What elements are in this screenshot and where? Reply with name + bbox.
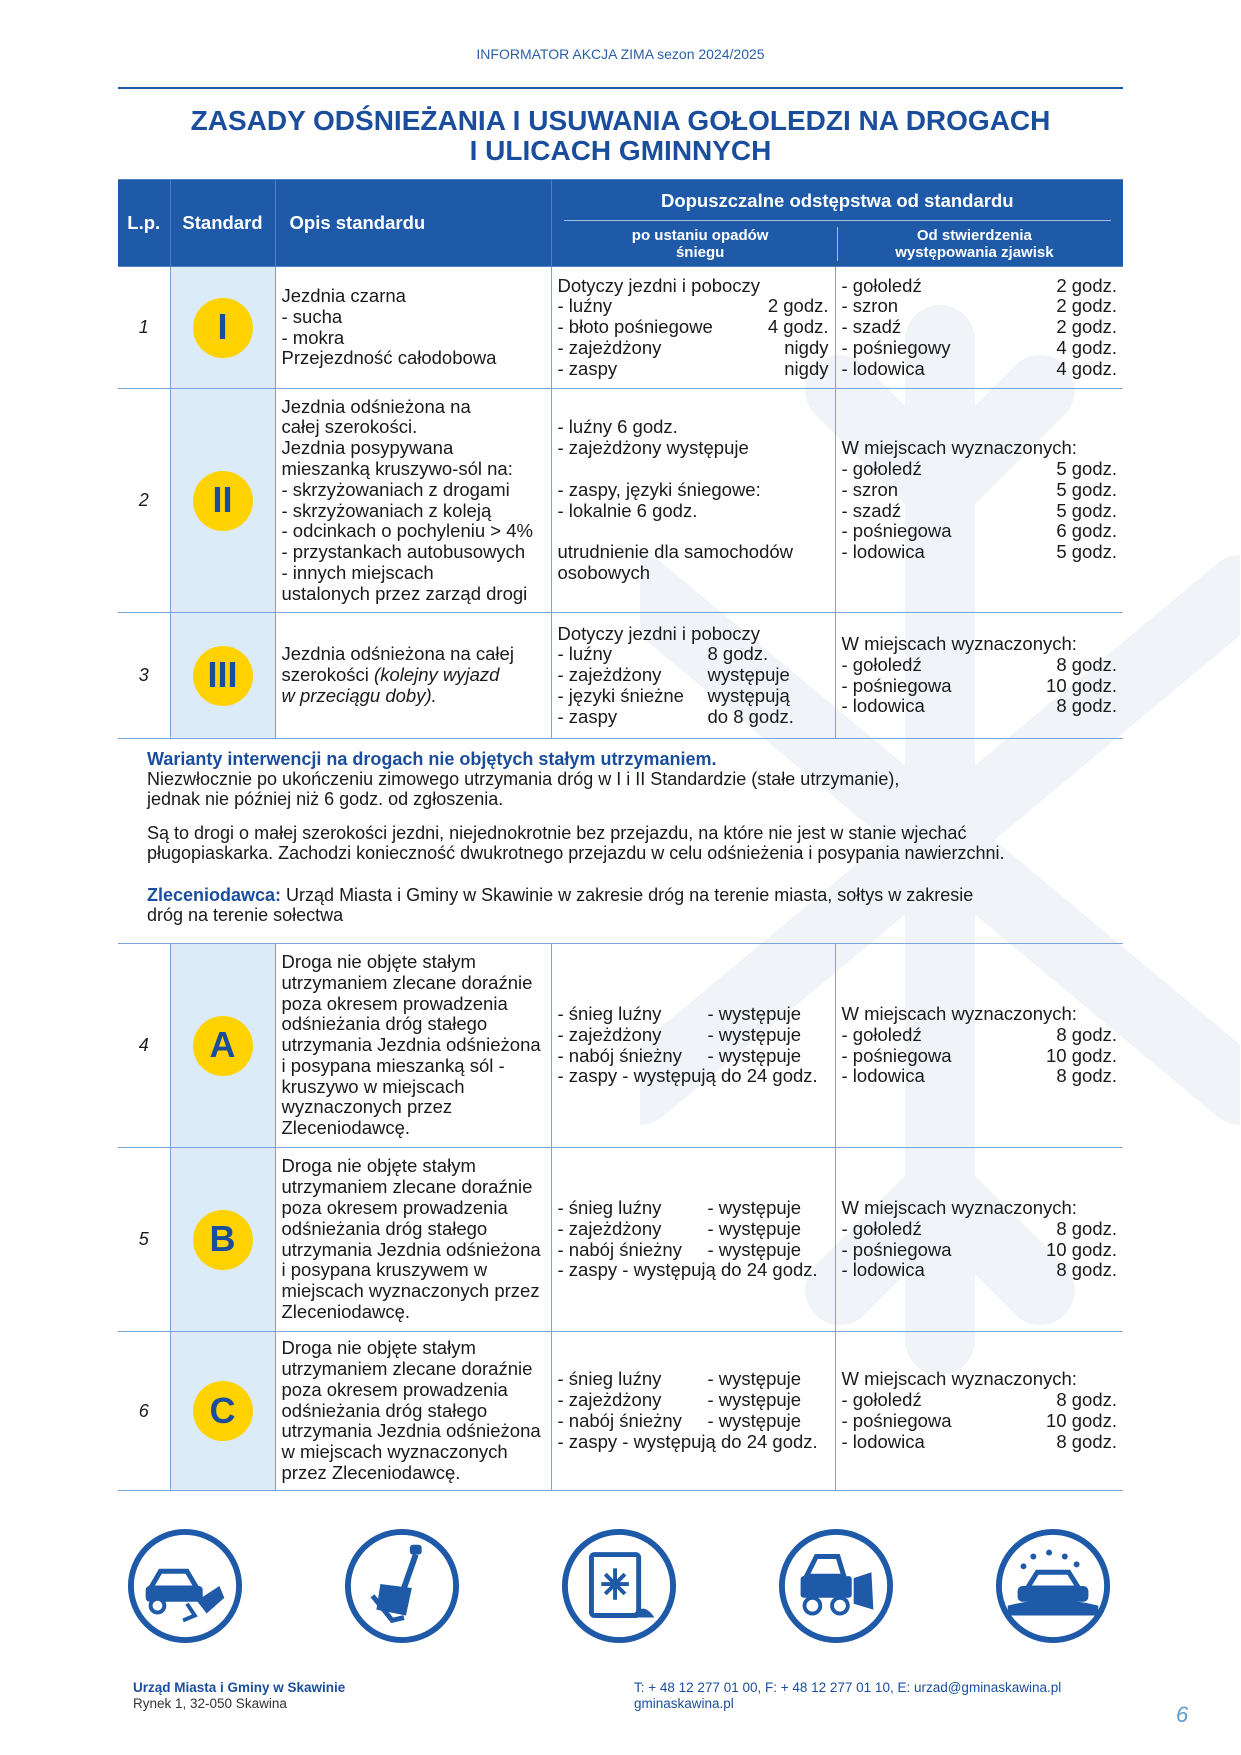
standard-cell	[170, 1148, 275, 1332]
deviation-phenomena-cell	[835, 613, 1123, 739]
deviation-label: - zajeżdżony	[557, 1023, 662, 1045]
header-divider	[118, 87, 1123, 89]
deviation-label: - nabój śnieżny	[557, 1044, 682, 1066]
deviation-item	[842, 1260, 1118, 1281]
deviation-item	[842, 1390, 1118, 1411]
deviation-label: - szron	[841, 295, 899, 317]
deviation-label: - lodowica	[841, 541, 925, 563]
deviation-label: - błoto pośniegowe	[557, 316, 713, 338]
deviation-snow-cell	[551, 1148, 835, 1332]
opis-line: utrzymania Jezdnia odśnieżona	[281, 1034, 541, 1056]
deviation-header: Dotyczy jezdni i poboczy	[557, 274, 761, 296]
opis-line	[282, 665, 545, 686]
standard-badge: A	[193, 1016, 253, 1076]
deviation-phenomena-cell	[835, 1148, 1123, 1332]
deviation-label: - zajeżdżony	[557, 1217, 662, 1239]
opis-line: - przystankach autobusowych	[281, 541, 526, 563]
deviation-item	[558, 644, 829, 665]
drogi-text: pługopiaskarka. Zachodzi konieczność dwukrotnego przejazdu w celu odśnieżenia i posypania nawierzchni.	[147, 843, 1005, 863]
deviation-item	[842, 296, 1118, 317]
deviation-value: nigdy	[784, 336, 829, 358]
deviation-header: W miejscach wyznaczonych:	[841, 632, 1077, 654]
spacer	[558, 521, 829, 542]
winter-icons-row	[118, 1527, 1123, 1657]
opis-line: - skrzyżowaniach z drogami	[281, 478, 510, 500]
deviation-phenomena-cell	[835, 1332, 1123, 1491]
deviation-label: - szron	[841, 478, 899, 500]
opis-line: poza okresem prowadzenia	[281, 1196, 508, 1218]
opis-line: - skrzyżowaniach z koleją	[281, 499, 492, 521]
deviation-item	[842, 501, 1118, 522]
zleceniodawca-text: Urząd Miasta i Gminy w Skawinie w zakresie dróg na terenie miasta, sołtys w zakresie	[281, 885, 974, 905]
deviation-item	[558, 1025, 829, 1046]
deviation-label: - lodowica	[841, 1259, 925, 1281]
deviation-line: - zaspy - występują do 24 godz.	[557, 1065, 818, 1087]
warianty-text: jednak nie później niż 6 godz. od zgłoszenia.	[147, 789, 504, 809]
drogi-section	[147, 823, 1107, 863]
warianty-section	[147, 749, 1107, 809]
deviation-phenomena-cell	[835, 389, 1123, 613]
snowy-car-icon	[994, 1527, 1112, 1645]
deviation-label: - nabój śnieżny	[557, 1238, 682, 1260]
deviation-label: - śnieg luźny	[557, 1368, 662, 1390]
deviation-item	[842, 1025, 1118, 1046]
title-line-1: ZASADY ODŚNIEŻANIA I USUWANIA GOŁOLEDZI NA DROGACH	[190, 105, 1051, 136]
deviation-label: - pośniegowa	[841, 520, 952, 542]
deviation-label: - gołoledź	[841, 1389, 922, 1411]
deviation-line: utrudnienie dla samochodów	[557, 541, 794, 563]
deviation-value: 2 godz.	[1056, 316, 1118, 338]
car-crash-icon	[126, 1527, 244, 1645]
deviation-item	[558, 1004, 829, 1025]
row-number: 2	[118, 389, 170, 613]
deviation-value: - występuje	[707, 1002, 802, 1024]
deviation-header: W miejscach wyznaczonych:	[841, 1368, 1077, 1390]
deviation-value: 8 godz.	[1056, 653, 1118, 675]
deviation-item	[842, 1046, 1118, 1067]
table-row	[118, 267, 1123, 389]
table-row	[118, 613, 1123, 739]
deviation-label: - gołoledź	[841, 274, 922, 296]
opis-text: szerokości	[281, 664, 375, 686]
deviation-item	[842, 1240, 1118, 1261]
deviation-label: - lodowica	[841, 695, 925, 717]
deviation-label: - nabój śnieżny	[557, 1410, 682, 1431]
footer-address	[133, 1680, 345, 1712]
drogi-text: Są to drogi o małej szerokości jezdni, niejednokrotnie bez przejazdu, na które nie jest w stanie wjechać	[147, 823, 967, 843]
interventions-table	[118, 943, 1123, 1491]
deviation-label: - pośniegowy	[841, 336, 951, 358]
deviation-label: - pośniegowa	[841, 1044, 952, 1066]
opis-line: wyznaczonych przez	[281, 1096, 453, 1118]
deviation-item	[558, 1219, 829, 1240]
opis-line: poza okresem prowadzenia	[281, 1378, 508, 1400]
deviation-value: 6 godz.	[1056, 520, 1118, 542]
deviation-item	[558, 1046, 829, 1067]
deviation-phenomena-cell	[835, 267, 1123, 389]
deviation-item	[558, 1198, 829, 1219]
page-header: INFORMATOR AKCJA ZIMA sezon 2024/2025	[476, 46, 765, 62]
deviation-value: występują	[707, 684, 790, 706]
deviation-label: - szadź	[841, 499, 902, 521]
deviation-label: - gołoledź	[841, 1217, 922, 1239]
opis-line: Przejezdność całodobowa	[281, 347, 497, 369]
deviation-snow-cell	[551, 944, 835, 1148]
deviation-label: - szadź	[841, 316, 902, 338]
opis-line: Zleceniodawcę.	[281, 1300, 411, 1322]
snowplow-icon	[777, 1527, 895, 1645]
deviation-value: - występuje	[707, 1217, 802, 1239]
opis-cell	[275, 1332, 551, 1491]
opis-line: - innych miejscach	[281, 561, 434, 583]
deviation-value: występuje	[707, 664, 790, 686]
deviation-item	[842, 1432, 1118, 1453]
deviation-label: - luźny	[557, 295, 612, 317]
deviation-label: - zaspy	[557, 357, 618, 379]
deviation-value: - występuje	[707, 1410, 802, 1431]
footer-contact-line: T: + 48 12 277 01 00, F: + 48 12 277 01 10, E: urzad@gminaskawina.pl	[634, 1680, 1062, 1695]
deviation-header: W miejscach wyznaczonych:	[841, 437, 1077, 459]
deviation-item	[842, 676, 1118, 697]
deviation-label: - języki śnieżne	[557, 684, 684, 706]
deviation-item	[842, 655, 1118, 676]
deviation-label: - gołoledź	[841, 1023, 922, 1045]
opis-line: utrzymania Jezdnia odśnieżona	[281, 1238, 541, 1260]
deviation-label: - zajeżdżony	[557, 664, 662, 686]
deviation-value: 2 godz.	[767, 295, 829, 317]
opis-line: utrzymaniem zlecane doraźnie	[281, 1358, 533, 1379]
table-row	[118, 1332, 1123, 1491]
deviation-item	[558, 686, 829, 707]
deviation-item	[842, 1411, 1118, 1432]
standard-cell	[170, 389, 275, 613]
deviation-value: - występuje	[707, 1196, 802, 1218]
header-opis: Opis standardu	[275, 180, 551, 267]
deviation-value: 4 godz.	[1056, 357, 1118, 379]
deviation-snow-cell	[551, 1332, 835, 1491]
deviation-label: - lodowica	[841, 357, 925, 379]
opis-line: utrzymania Jezdnia odśnieżona	[281, 1420, 541, 1442]
opis-line: Jezdnia czarna	[281, 284, 406, 306]
standard-cell	[170, 267, 275, 389]
standard-badge: I	[193, 298, 253, 358]
deviation-value: - występuje	[707, 1238, 802, 1260]
table-row	[118, 389, 1123, 613]
deviation-value: nigdy	[784, 357, 829, 379]
opis-line: poza okresem prowadzenia	[281, 992, 508, 1014]
opis-line: miejscach wyznaczonych przez	[281, 1280, 540, 1302]
deviation-value: 8 godz.	[1056, 1023, 1117, 1045]
opis-line: Jezdnia odśnieżona na	[281, 395, 471, 417]
row-number: 4	[118, 944, 170, 1148]
deviation-header: W miejscach wyznaczonych:	[841, 1002, 1077, 1024]
warianty-text: Niezwłocznie po ukończeniu zimowego utrzymania dróg w I i II Standardzie (stałe utrzymanie),	[147, 769, 900, 789]
deviation-line: - lokalnie 6 godz.	[557, 499, 698, 521]
deviation-value: 5 godz.	[1056, 478, 1118, 500]
deviation-snow-cell	[551, 389, 835, 613]
deviation-value: 8 godz.	[1056, 695, 1118, 717]
opis-line: i posypana mieszanką sól -	[281, 1054, 505, 1076]
deviation-line: - zaspy - występują do 24 godz.	[557, 1430, 818, 1452]
deviation-label: - luźny	[557, 643, 612, 665]
opis-line: Zleceniodawcę.	[281, 1117, 411, 1139]
deviation-item	[558, 296, 829, 317]
footer-address-line: Rynek 1, 32-050 Skawina	[133, 1696, 287, 1711]
opis-cell	[275, 613, 551, 739]
deviation-value: 10 godz.	[1046, 674, 1118, 696]
deviation-label: - pośniegowa	[841, 1410, 952, 1431]
standard-badge: II	[193, 471, 253, 531]
deviation-label: - pośniegowa	[841, 1238, 952, 1260]
deviation-label: - śnieg luźny	[557, 1196, 662, 1218]
deviation-item	[842, 276, 1118, 297]
deviation-label: - pośniegowa	[841, 674, 952, 696]
standard-cell	[170, 944, 275, 1148]
deviation-item	[558, 338, 829, 359]
deviation-item	[842, 521, 1118, 542]
header-sub-2-line-1: Od stwierdzenia	[916, 227, 1032, 245]
opis-line: Jezdnia posypywana	[281, 437, 454, 459]
opis-line: Droga nie objęte stałym	[281, 1337, 476, 1359]
deviation-value: 8 godz.	[1056, 1065, 1117, 1087]
deviation-item	[558, 707, 829, 728]
opis-line: Droga nie objęte stałym	[281, 1155, 476, 1177]
footer-org: Urząd Miasta i Gminy w Skawinie	[133, 1680, 346, 1695]
header-sub-1	[564, 227, 838, 261]
header-sub-1-line-2: śniegu	[675, 244, 725, 262]
snow-shovel-icon	[343, 1527, 461, 1645]
opis-cell	[275, 389, 551, 613]
row-number: 3	[118, 613, 170, 739]
row-number: 5	[118, 1148, 170, 1332]
deviation-item	[842, 317, 1118, 338]
deviation-value: do 8 godz.	[707, 705, 794, 727]
deviation-label: - śnieg luźny	[557, 1002, 662, 1024]
opis-line: - odcinkach o pochyleniu > 4%	[281, 520, 533, 542]
opis-cell	[275, 267, 551, 389]
warianty-title: Warianty interwencji na drogach nie objętych stałym utrzymaniem.	[147, 749, 717, 769]
deviation-item	[558, 1369, 829, 1390]
opis-line: ustalonych przez zarząd drogi	[281, 582, 528, 604]
deviation-line: - zaspy - występują do 24 godz.	[557, 1259, 818, 1281]
deviation-value: 10 godz.	[1046, 1238, 1117, 1260]
deviation-value: 8 godz.	[1056, 1217, 1117, 1239]
deviation-item	[842, 459, 1118, 480]
deviation-item	[842, 359, 1118, 380]
opis-line: całej szerokości.	[281, 416, 418, 438]
deviation-line: - zajeżdżony występuje	[557, 437, 749, 459]
opis-line: odśnieżania dróg stałego	[281, 1399, 488, 1421]
opis-line: i posypana kruszywem w	[281, 1259, 488, 1281]
deviation-value: 10 godz.	[1046, 1044, 1117, 1066]
table-row	[118, 1148, 1123, 1332]
standard-cell	[170, 613, 275, 739]
deviation-item	[842, 338, 1118, 359]
title-line-2: I ULICACH GMINNYCH	[469, 135, 772, 166]
deviation-label: - zaspy	[557, 705, 618, 727]
opis-line: przez Zleceniodawcę.	[281, 1461, 461, 1483]
opis-line: w miejscach wyznaczonych	[281, 1441, 508, 1463]
deviation-value: 2 godz.	[1056, 274, 1118, 296]
deviation-value: 8 godz.	[1056, 1259, 1117, 1281]
deviation-value: 2 godz.	[1056, 295, 1118, 317]
opis-cell	[275, 944, 551, 1148]
deviation-label: - lodowica	[841, 1430, 925, 1452]
opis-line: kruszywo w miejscach	[281, 1075, 465, 1097]
deviation-item	[558, 359, 829, 380]
zleceniodawca-section	[147, 885, 1107, 925]
opis-line: w przeciągu doby).	[281, 684, 437, 706]
deviation-item	[558, 317, 829, 338]
header-sub-2	[838, 227, 1111, 261]
deviation-item	[558, 1390, 829, 1411]
header-sub-1-line-1: po ustaniu opadów	[631, 227, 769, 245]
table-row	[118, 944, 1123, 1148]
deviation-label: - zajeżdżony	[557, 336, 662, 358]
opis-line: - sucha	[281, 305, 343, 327]
opis-italic: (kolejny wyjazd	[374, 664, 500, 686]
standard-cell	[170, 1332, 275, 1491]
header-standard: Standard	[170, 180, 275, 267]
deviation-header: W miejscach wyznaczonych:	[841, 1196, 1077, 1218]
header-dopuszczalne-title: Dopuszczalne odstępstwa od standardu	[564, 185, 1112, 222]
deviation-value: 4 godz.	[1056, 336, 1118, 358]
deviation-item	[842, 1219, 1118, 1240]
deviation-snow-cell	[551, 613, 835, 739]
deviation-item	[842, 696, 1118, 717]
zleceniodawca-label: Zleceniodawca:	[147, 885, 282, 905]
deviation-header: Dotyczy jezdni i poboczy	[557, 622, 761, 644]
deviation-value: - występuje	[707, 1044, 802, 1066]
page-number: 6	[1176, 1702, 1189, 1727]
deviation-line: - luźny 6 godz.	[557, 416, 678, 438]
zleceniodawca-line	[147, 885, 1107, 905]
row-number: 6	[118, 1332, 170, 1491]
deviation-line: - zaspy, języki śniegowe:	[557, 478, 761, 500]
deviation-value: 5 godz.	[1056, 541, 1118, 563]
deviation-value: 8 godz.	[707, 643, 769, 665]
opis-line: - mokra	[281, 326, 345, 348]
deviation-value: - występuje	[707, 1389, 802, 1411]
footer-web-link[interactable]: gminaskawina.pl	[634, 1696, 734, 1711]
deviation-label: - gołoledź	[841, 653, 922, 675]
deviation-value: 10 godz.	[1046, 1410, 1117, 1431]
deviation-value: - występuje	[707, 1023, 802, 1045]
deviation-value: 5 godz.	[1056, 499, 1118, 521]
opis-line: mieszanką kruszywo-sól na:	[281, 457, 513, 479]
page-title	[118, 106, 1123, 166]
table-header-row	[118, 180, 1123, 267]
opis-line: utrzymaniem zlecane doraźnie	[281, 1176, 533, 1198]
deviation-item	[842, 1066, 1118, 1087]
footer-contact	[634, 1680, 1061, 1712]
opis-line: Jezdnia odśnieżona na całej	[281, 643, 514, 665]
deviation-value: 8 godz.	[1056, 1430, 1117, 1452]
deviation-value: 5 godz.	[1056, 457, 1118, 479]
standard-badge: C	[193, 1381, 253, 1441]
deviation-snow-cell	[551, 267, 835, 389]
header-sub-2-line-2: występowania zjawisk	[895, 244, 1054, 262]
opis-cell	[275, 1148, 551, 1332]
deviation-item	[558, 665, 829, 686]
deviation-value: 4 godz.	[767, 316, 829, 338]
header-dopuszczalne	[551, 180, 1123, 267]
standards-table	[118, 179, 1123, 739]
deviation-label: - gołoledź	[841, 457, 922, 479]
deviation-label: - zajeżdżony	[557, 1389, 662, 1411]
deviation-label: - lodowica	[841, 1065, 925, 1087]
standard-badge: III	[193, 646, 253, 706]
deviation-value: - występuje	[707, 1368, 802, 1390]
deviation-item	[842, 480, 1118, 501]
zleceniodawca-text: dróg na terenie sołectwa	[147, 905, 344, 925]
opis-line: odśnieżania dróg stałego	[281, 1013, 488, 1035]
row-number: 1	[118, 267, 170, 389]
deviation-item	[842, 542, 1118, 563]
opis-line: Droga nie objęte stałym	[281, 950, 476, 972]
deviation-phenomena-cell	[835, 944, 1123, 1148]
deviation-line: osobowych	[557, 561, 651, 583]
standard-badge: B	[193, 1210, 253, 1270]
spacer	[558, 459, 829, 480]
salt-bag-icon	[560, 1527, 678, 1645]
deviation-value: 8 godz.	[1056, 1389, 1117, 1411]
deviation-item	[558, 1411, 829, 1432]
opis-line: utrzymaniem zlecane doraźnie	[281, 971, 533, 993]
deviation-item	[558, 1240, 829, 1261]
header-lp: L.p.	[118, 180, 170, 267]
opis-line: odśnieżania dróg stałego	[281, 1217, 488, 1239]
